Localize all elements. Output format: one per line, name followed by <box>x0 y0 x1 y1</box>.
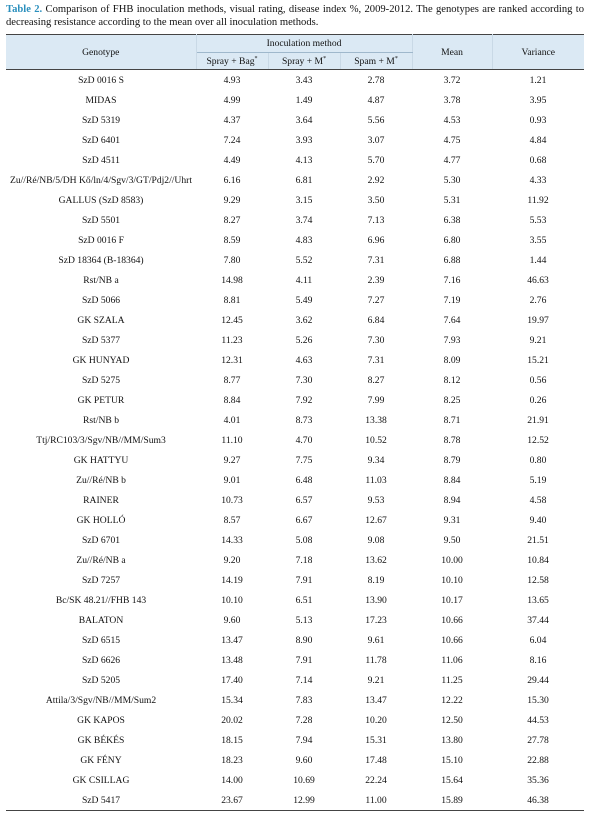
spray-bag-cell: 17.40 <box>221 674 243 686</box>
spray-m-cell: 7.91 <box>295 654 313 666</box>
spray-m-cell: 8.90 <box>295 634 313 646</box>
mean-cell: 11.06 <box>441 654 463 666</box>
spam-m-cell: 8.27 <box>367 374 385 386</box>
mean-cell: 6.80 <box>443 234 461 246</box>
spray-m-cell: 10.69 <box>293 774 315 786</box>
table-row <box>6 270 584 290</box>
genotype-cell: GK HUNYAD <box>72 354 130 366</box>
spam-m-cell: 9.21 <box>367 674 385 686</box>
genotype-cell: Rst/NB b <box>83 414 119 426</box>
variance-cell: 37.44 <box>527 614 549 626</box>
spam-m-cell: 13.90 <box>365 594 387 606</box>
spray-m-cell: 4.83 <box>295 234 313 246</box>
table-row <box>6 690 584 710</box>
spray-bag-cell: 12.45 <box>221 314 243 326</box>
spray-bag-cell: 9.60 <box>223 614 241 626</box>
mean-cell: 3.78 <box>443 94 461 106</box>
spray-bag-cell: 23.67 <box>196 790 268 811</box>
spam-m-cell: 6.96 <box>367 234 385 246</box>
spray-m-cell: 5.13 <box>295 614 313 626</box>
variance-cell: 6.04 <box>529 634 547 646</box>
spam-m-cell: 13.38 <box>365 414 387 426</box>
table-row <box>6 750 584 770</box>
variance-cell: 8.16 <box>529 654 547 666</box>
table-row <box>6 650 584 670</box>
variance-cell: 3.95 <box>529 94 547 106</box>
genotype-cell: BALATON <box>78 614 124 626</box>
variance-cell: 0.26 <box>529 394 547 406</box>
variance-cell: 21.91 <box>527 414 549 426</box>
variance-cell: 15.30 <box>527 694 549 706</box>
variance-cell: 5.19 <box>529 474 547 486</box>
mean-cell: 8.78 <box>443 434 461 446</box>
spam-m-cell: 10.20 <box>365 714 387 726</box>
spray-m-cell: 6.81 <box>295 174 313 186</box>
table-row <box>6 210 584 230</box>
spray-bag-cell: 11.23 <box>221 334 243 346</box>
mean-cell: 10.66 <box>441 614 463 626</box>
spray-bag-cell: 8.81 <box>223 294 241 306</box>
variance-cell: 4.58 <box>529 494 547 506</box>
mean-cell: 3.72 <box>443 74 461 86</box>
spray-bag-cell: 4.49 <box>223 154 241 166</box>
spray-m-cell: 3.62 <box>295 314 313 326</box>
table-row <box>6 770 584 790</box>
spray-bag-cell: 4.01 <box>223 414 241 426</box>
mean-cell: 9.50 <box>443 534 461 546</box>
variance-cell: 2.76 <box>529 294 547 306</box>
mean-cell: 7.19 <box>443 294 461 306</box>
spray-bag-cell: 8.27 <box>223 214 241 226</box>
mean-cell: 13.80 <box>441 734 463 746</box>
spray-m-cell: 7.30 <box>295 374 313 386</box>
mean-cell: 8.79 <box>443 454 461 466</box>
spray-m-cell: 3.15 <box>295 194 313 206</box>
spam-m-cell: 17.48 <box>365 754 387 766</box>
variance-cell: 12.52 <box>527 434 549 446</box>
spam-m-cell: 9.61 <box>367 634 385 646</box>
spray-bag-cell: 13.48 <box>221 654 243 666</box>
spray-bag-cell: 9.29 <box>223 194 241 206</box>
spam-m-cell: 5.70 <box>367 154 385 166</box>
spray-m-cell: 7.83 <box>295 694 313 706</box>
variance-cell: 1.44 <box>529 254 547 266</box>
mean-cell: 7.93 <box>443 334 461 346</box>
spray-m-cell: 8.73 <box>295 414 313 426</box>
inoculation-method-header: Inoculation method <box>196 35 412 53</box>
variance-cell: 10.84 <box>527 554 549 566</box>
table-row <box>6 70 584 91</box>
spam-m-cell: 13.62 <box>365 554 387 566</box>
mean-cell: 8.94 <box>443 494 461 506</box>
table-row <box>6 410 584 430</box>
genotype-cell: SzD 7257 <box>81 574 121 586</box>
genotype-cell: GALLUS (SzD 8583) <box>58 194 144 206</box>
spray-m-cell: 7.91 <box>295 574 313 586</box>
table-row <box>6 670 584 690</box>
genotype-cell: GK SZALA <box>77 314 125 326</box>
genotype-cell: SzD 5319 <box>81 114 121 126</box>
spray-m-cell: 6.48 <box>295 474 313 486</box>
spray-m-cell: 7.14 <box>295 674 313 686</box>
genotype-cell: SzD 0016 S <box>78 74 124 86</box>
mean-cell: 7.64 <box>443 314 461 326</box>
spam-m-cell: 17.23 <box>365 614 387 626</box>
variance-cell: 9.40 <box>529 514 547 526</box>
genotype-cell: SzD 6515 <box>81 634 121 646</box>
spam-m-cell: 12.67 <box>365 514 387 526</box>
table-row <box>6 90 584 110</box>
genotype-cell: SzD 5417 <box>6 790 196 811</box>
spray-bag-cell: 4.99 <box>223 94 241 106</box>
genotype-cell: MIDAS <box>85 94 117 106</box>
spam-m-cell: 10.52 <box>365 434 387 446</box>
spam-m-cell: 8.19 <box>367 574 385 586</box>
genotype-cell: SzD 18364 (B-18364) <box>58 254 144 266</box>
table-row <box>6 550 584 570</box>
spam-m-cell: 7.31 <box>367 254 385 266</box>
mean-cell: 4.75 <box>443 134 461 146</box>
genotype-cell: SzD 5066 <box>81 294 121 306</box>
mean-cell: 8.84 <box>443 474 461 486</box>
spray-bag-cell: 12.31 <box>221 354 243 366</box>
table-row <box>6 450 584 470</box>
genotype-cell: Ttj/RC103/3/Sgv/NB//MM/Sum3 <box>36 434 166 446</box>
spray-bag-cell: 18.23 <box>221 754 243 766</box>
spam-m-cell: 7.31 <box>367 354 385 366</box>
spam-m-cell: 2.92 <box>367 174 385 186</box>
table-row <box>6 390 584 410</box>
spam-m-cell: 9.34 <box>367 454 385 466</box>
spray-m-cell: 5.52 <box>295 254 313 266</box>
spray-m-cell: 7.18 <box>295 554 313 566</box>
mean-cell: 10.10 <box>441 574 463 586</box>
mean-cell: 12.22 <box>441 694 463 706</box>
spray-m-cell: 6.57 <box>295 494 313 506</box>
genotype-cell: Zu//Ré/NB/5/DH Kő/ln/4/Sgv/3/GT/Pdj2//Uhrt <box>9 174 193 186</box>
genotype-cell: Zu//Ré/NB a <box>76 554 126 566</box>
mean-cell: 12.50 <box>441 714 463 726</box>
spam-m-cell: 7.13 <box>367 214 385 226</box>
variance-cell: 22.88 <box>527 754 549 766</box>
mean-cell: 5.30 <box>443 174 461 186</box>
variance-cell: 29.44 <box>527 674 549 686</box>
spray-m-cell: 7.92 <box>295 394 313 406</box>
table-row <box>6 610 584 630</box>
spray-bag-cell: 14.98 <box>221 274 243 286</box>
fhb-table <box>6 34 584 811</box>
genotype-cell: GK KAPOS <box>77 714 125 726</box>
variance-cell: 12.58 <box>527 574 549 586</box>
table-body <box>6 70 584 811</box>
genotype-cell: Bc/SK 48.21//FHB 143 <box>55 594 147 606</box>
variance-cell: 46.38 <box>492 790 584 811</box>
mean-cell: 10.17 <box>441 594 463 606</box>
table-row <box>6 370 584 390</box>
spam-m-cell: 9.08 <box>367 534 385 546</box>
spam-m-cell: 15.31 <box>365 734 387 746</box>
mean-cell: 7.16 <box>443 274 461 286</box>
spray-bag-cell: 9.01 <box>223 474 241 486</box>
mean-cell: 10.00 <box>441 554 463 566</box>
variance-cell: 27.78 <box>527 734 549 746</box>
genotype-cell: Attila/3/Sgv/NB//MM/Sum2 <box>45 694 157 706</box>
genotype-cell: GK PETUR <box>77 394 125 406</box>
mean-cell: 15.10 <box>441 754 463 766</box>
spam-m-cell: 7.30 <box>367 334 385 346</box>
variance-cell: 5.53 <box>529 214 547 226</box>
spray-m-cell: 3.64 <box>295 114 313 126</box>
table-row <box>6 710 584 730</box>
variance-header: Variance <box>492 35 584 70</box>
spray-bag-cell: 14.33 <box>221 534 243 546</box>
spam-m-cell: 11.00 <box>340 790 412 811</box>
table-label: Table 2. <box>6 4 43 15</box>
table-row <box>6 350 584 370</box>
spray-m-cell: 7.94 <box>295 734 313 746</box>
genotype-cell: SzD 0016 F <box>78 234 124 246</box>
spam-m-cell: 2.78 <box>367 74 385 86</box>
variance-cell: 21.51 <box>527 534 549 546</box>
mean-cell: 8.25 <box>443 394 461 406</box>
table-row <box>6 130 584 150</box>
spray-m-cell: 3.74 <box>295 214 313 226</box>
mean-cell: 11.25 <box>441 674 463 686</box>
table-row <box>6 730 584 750</box>
genotype-cell: SzD 5377 <box>81 334 121 346</box>
spray-bag-cell: 14.19 <box>221 574 243 586</box>
table-row <box>6 290 584 310</box>
genotype-cell: GK HATTYU <box>73 454 129 466</box>
variance-cell: 1.21 <box>529 74 547 86</box>
genotype-cell: GK FÉNY <box>80 754 122 766</box>
variance-cell: 3.55 <box>529 234 547 246</box>
genotype-cell: GK HOLLÓ <box>76 514 126 526</box>
spam-m-cell: 7.27 <box>367 294 385 306</box>
variance-cell: 4.33 <box>529 174 547 186</box>
variance-cell: 44.53 <box>527 714 549 726</box>
spam-m-cell: 13.47 <box>365 694 387 706</box>
mean-cell: 4.77 <box>443 154 461 166</box>
variance-cell: 4.84 <box>529 134 547 146</box>
spray-m-cell: 4.63 <box>295 354 313 366</box>
spam-m-cell: 3.07 <box>367 134 385 146</box>
genotype-cell: Zu//Ré/NB b <box>76 474 126 486</box>
spray-bag-cell: 10.73 <box>221 494 243 506</box>
genotype-cell: SzD 4511 <box>82 154 120 166</box>
table-row <box>6 530 584 550</box>
footnote-mark: * <box>323 55 327 62</box>
spray-bag-cell: 4.37 <box>223 114 241 126</box>
genotype-cell: GK CSILLAG <box>72 774 130 786</box>
spam-m-cell: 11.03 <box>365 474 387 486</box>
mean-cell: 6.88 <box>443 254 461 266</box>
spray-bag-cell: 4.93 <box>223 74 241 86</box>
spam-m-cell: 6.84 <box>367 314 385 326</box>
table-row <box>6 330 584 350</box>
genotype-cell: SzD 5275 <box>81 374 121 386</box>
spam-m-cell: 7.99 <box>367 394 385 406</box>
table-row <box>6 230 584 250</box>
spray-bag-cell: 9.20 <box>223 554 241 566</box>
spray-bag-cell: 9.27 <box>223 454 241 466</box>
variance-cell: 0.56 <box>529 374 547 386</box>
spray-m-header: Spray + M* <box>268 53 340 70</box>
table-caption <box>6 3 584 29</box>
table-row <box>6 790 584 811</box>
genotype-cell: SzD 6401 <box>81 134 121 146</box>
spray-m-cell: 3.93 <box>295 134 313 146</box>
variance-cell: 46.63 <box>527 274 549 286</box>
mean-cell: 15.64 <box>441 774 463 786</box>
spray-m-cell: 6.67 <box>295 514 313 526</box>
spray-m-cell: 4.70 <box>295 434 313 446</box>
spam-m-header: Spam + M* <box>340 53 412 70</box>
spray-m-cell: 9.60 <box>295 754 313 766</box>
footnote-mark: * <box>254 55 258 62</box>
spray-bag-cell: 8.57 <box>223 514 241 526</box>
table-row <box>6 150 584 170</box>
variance-cell: 0.80 <box>529 454 547 466</box>
table-row <box>6 490 584 510</box>
spray-bag-cell: 8.59 <box>223 234 241 246</box>
footnote-mark: * <box>394 55 398 62</box>
genotype-cell: SzD 5501 <box>81 214 121 226</box>
table-row <box>6 430 584 450</box>
table-row <box>6 570 584 590</box>
spray-m-cell: 5.26 <box>295 334 313 346</box>
variance-cell: 13.65 <box>527 594 549 606</box>
variance-cell: 15.21 <box>527 354 549 366</box>
spray-m-cell: 7.28 <box>295 714 313 726</box>
spam-m-cell: 4.87 <box>367 94 385 106</box>
variance-cell: 0.68 <box>529 154 547 166</box>
mean-cell: 5.31 <box>443 194 461 206</box>
spray-bag-cell: 13.47 <box>221 634 243 646</box>
mean-cell: 6.38 <box>443 214 461 226</box>
variance-cell: 0.93 <box>529 114 547 126</box>
spray-m-cell: 5.49 <box>295 294 313 306</box>
spray-m-cell: 12.99 <box>268 790 340 811</box>
spam-m-cell: 2.39 <box>367 274 385 286</box>
variance-cell: 19.97 <box>527 314 549 326</box>
spam-m-cell: 9.53 <box>367 494 385 506</box>
spray-m-cell: 6.51 <box>295 594 313 606</box>
spray-bag-cell: 8.77 <box>223 374 241 386</box>
table-row <box>6 190 584 210</box>
spray-bag-cell: 7.80 <box>223 254 241 266</box>
spray-m-cell: 1.49 <box>295 94 313 106</box>
spray-bag-cell: 10.10 <box>221 594 243 606</box>
genotype-cell: Rst/NB a <box>83 274 119 286</box>
table-row <box>6 110 584 130</box>
table-row <box>6 510 584 530</box>
table-row <box>6 170 584 190</box>
spray-bag-header: Spray + Bag* <box>196 53 268 70</box>
spray-bag-cell: 7.24 <box>223 134 241 146</box>
mean-cell: 9.31 <box>443 514 461 526</box>
spam-m-cell: 5.56 <box>367 114 385 126</box>
mean-cell: 10.66 <box>441 634 463 646</box>
mean-cell: 8.09 <box>443 354 461 366</box>
table-row <box>6 590 584 610</box>
spray-m-cell: 5.08 <box>295 534 313 546</box>
mean-cell: 8.71 <box>443 414 461 426</box>
table-row <box>6 250 584 270</box>
genotype-cell: GK BÉKÉS <box>77 734 125 746</box>
mean-cell: 15.89 <box>412 790 492 811</box>
spray-bag-cell: 20.02 <box>221 714 243 726</box>
spray-bag-cell: 15.34 <box>221 694 243 706</box>
caption-text: Comparison of FHB inoculation methods, visual rating, disease index %, 2009-2012. The genotypes are ranked according to decreasing resistance according to the mean over all inoculation methods. <box>6 4 584 28</box>
variance-cell: 11.92 <box>527 194 549 206</box>
genotype-header: Genotype <box>6 35 196 70</box>
spray-m-cell: 3.43 <box>295 74 313 86</box>
genotype-cell: SzD 6701 <box>81 534 121 546</box>
spray-m-cell: 4.11 <box>295 274 313 286</box>
mean-cell: 8.12 <box>443 374 461 386</box>
genotype-cell: RAINER <box>83 494 119 506</box>
variance-cell: 35.36 <box>527 774 549 786</box>
spray-m-cell: 7.75 <box>295 454 313 466</box>
table-row <box>6 470 584 490</box>
spray-bag-cell: 18.15 <box>221 734 243 746</box>
spray-m-cell: 4.13 <box>295 154 313 166</box>
spam-m-cell: 22.24 <box>365 774 387 786</box>
spray-bag-cell: 11.10 <box>221 434 243 446</box>
mean-cell: 4.53 <box>443 114 461 126</box>
spray-bag-cell: 8.84 <box>223 394 241 406</box>
spam-m-cell: 11.78 <box>365 654 387 666</box>
spam-m-cell: 3.50 <box>367 194 385 206</box>
table-row <box>6 630 584 650</box>
genotype-cell: SzD 5205 <box>81 674 121 686</box>
spray-bag-cell: 6.16 <box>223 174 241 186</box>
variance-cell: 9.21 <box>529 334 547 346</box>
mean-header: Mean <box>412 35 492 70</box>
genotype-cell: SzD 6626 <box>81 654 121 666</box>
table-row <box>6 310 584 330</box>
spray-bag-cell: 14.00 <box>221 774 243 786</box>
